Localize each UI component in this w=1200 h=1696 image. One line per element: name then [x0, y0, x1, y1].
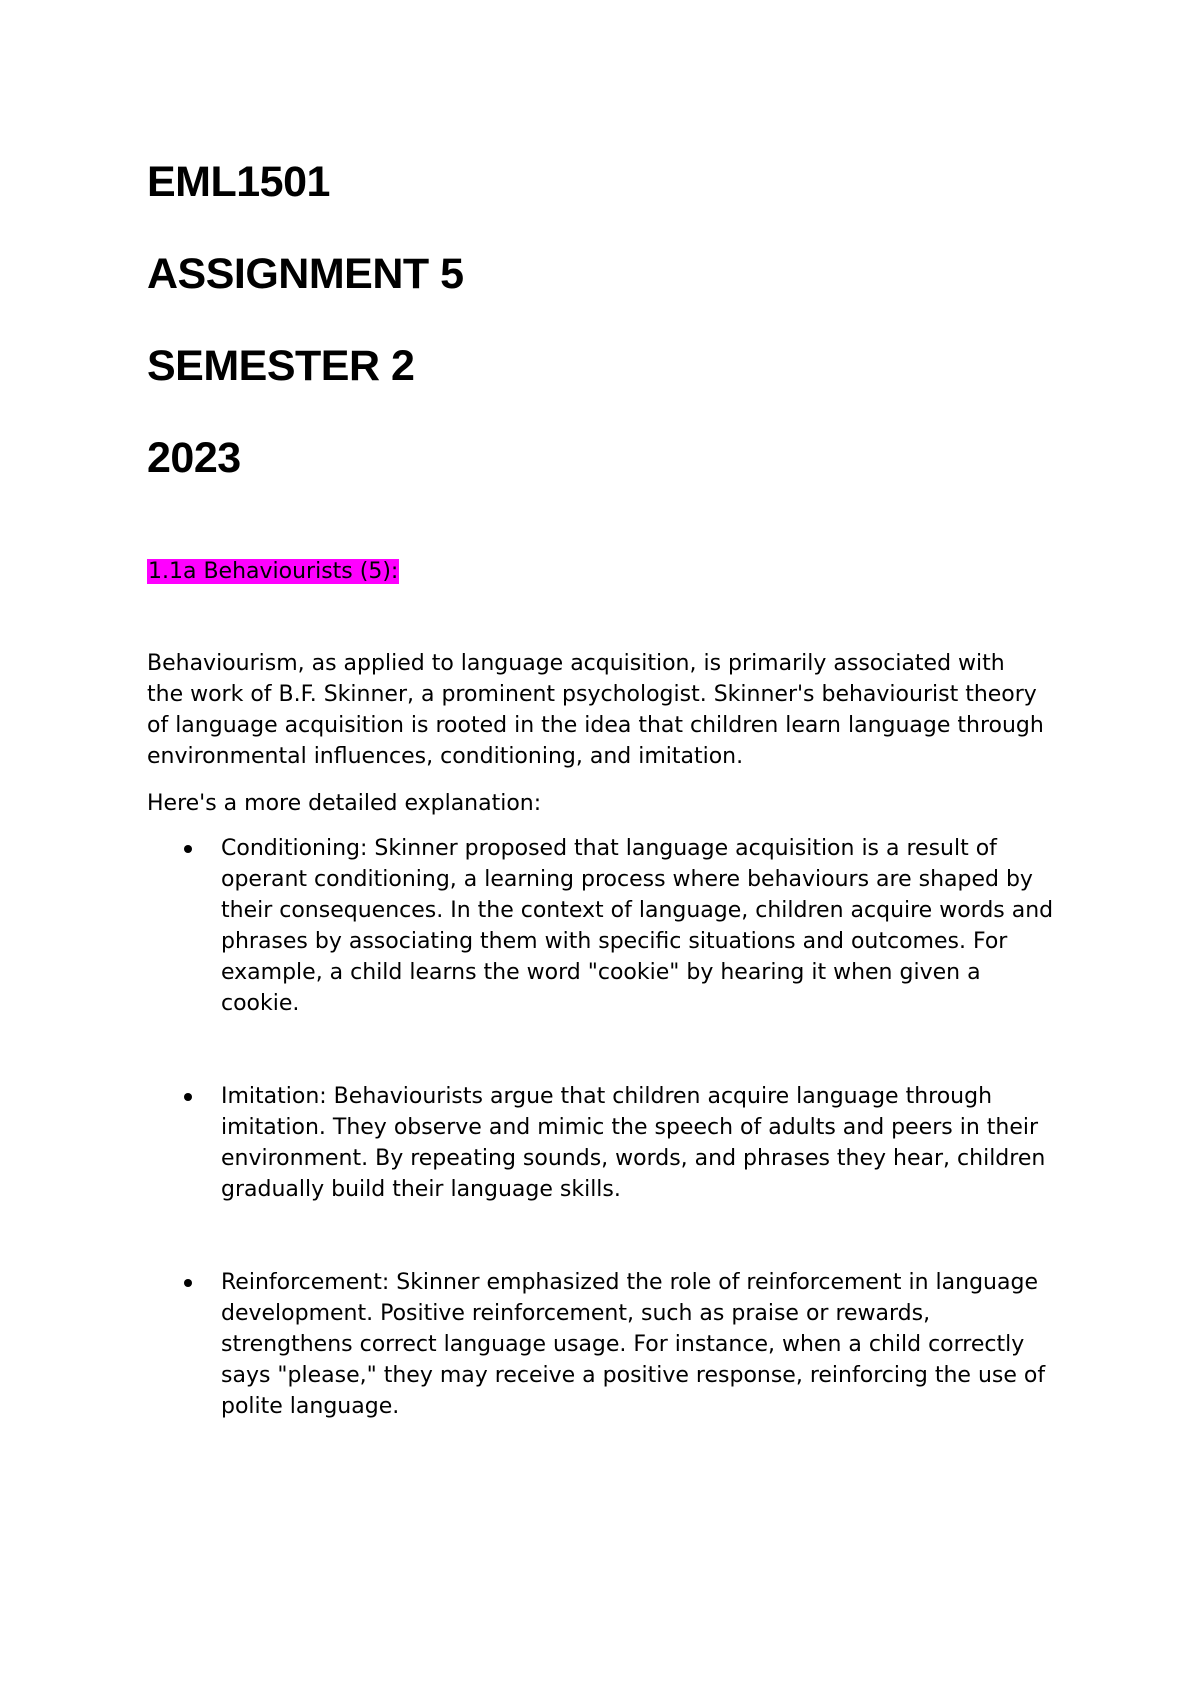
document-body	[147, 648, 1067, 1422]
bullet-text: Conditioning: Skinner proposed that language acquisition is a result of operant conditioning, a learning process where behaviours are shaped by their consequences. In the context of language, children acquire words and phrases by associating them with specific situations and outcomes. For example, a child learns the word "cookie" by hearing it when given a cookie.	[221, 836, 1054, 1016]
bullet-dot-icon	[184, 1279, 192, 1287]
section-heading	[147, 556, 399, 587]
bullet-dot-icon	[184, 845, 192, 853]
bullet-text: Reinforcement: Skinner emphasized the role of reinforcement in language development. Positive reinforcement, such as praise or rewards, strengthens correct language usage. For instance, when a child correctly says "please," they may receive a positive response, reinforcing the use of polite language.	[221, 1270, 1046, 1419]
bullet-text: Imitation: Behaviourists argue that children acquire language through imitation. They observe and mimic the speech of adults and peers in their environment. By repeating sounds, words, and phrases they hear, children gradually build their language skills.	[221, 1084, 1046, 1202]
bullet-item-imitation	[147, 1081, 1061, 1205]
highlighted-heading-text: 1.1a Behaviourists (5):	[148, 559, 399, 584]
semester-title: SEMESTER 2	[147, 342, 415, 390]
bullet-item-reinforcement	[147, 1267, 1061, 1422]
bullet-dot-icon	[184, 1093, 192, 1101]
year-title: 2023	[147, 434, 241, 482]
intro-paragraph: Behaviourism, as applied to language acquisition, is primarily associated with the work of B.F. Skinner, a prominent psychologist. Skinner's behaviourist theory of language acquisition is rooted in the idea that children learn language through environmental influences, conditioning, and imitation.	[147, 651, 1044, 769]
course-code-title: EML1501	[147, 158, 330, 206]
lead-in-paragraph: Here's a more detailed explanation:	[147, 791, 542, 816]
assignment-title: ASSIGNMENT 5	[147, 250, 464, 298]
document-title-block	[147, 155, 1047, 523]
bullet-item-conditioning	[147, 833, 1061, 1019]
explanation-bullet-list	[147, 833, 1067, 1422]
